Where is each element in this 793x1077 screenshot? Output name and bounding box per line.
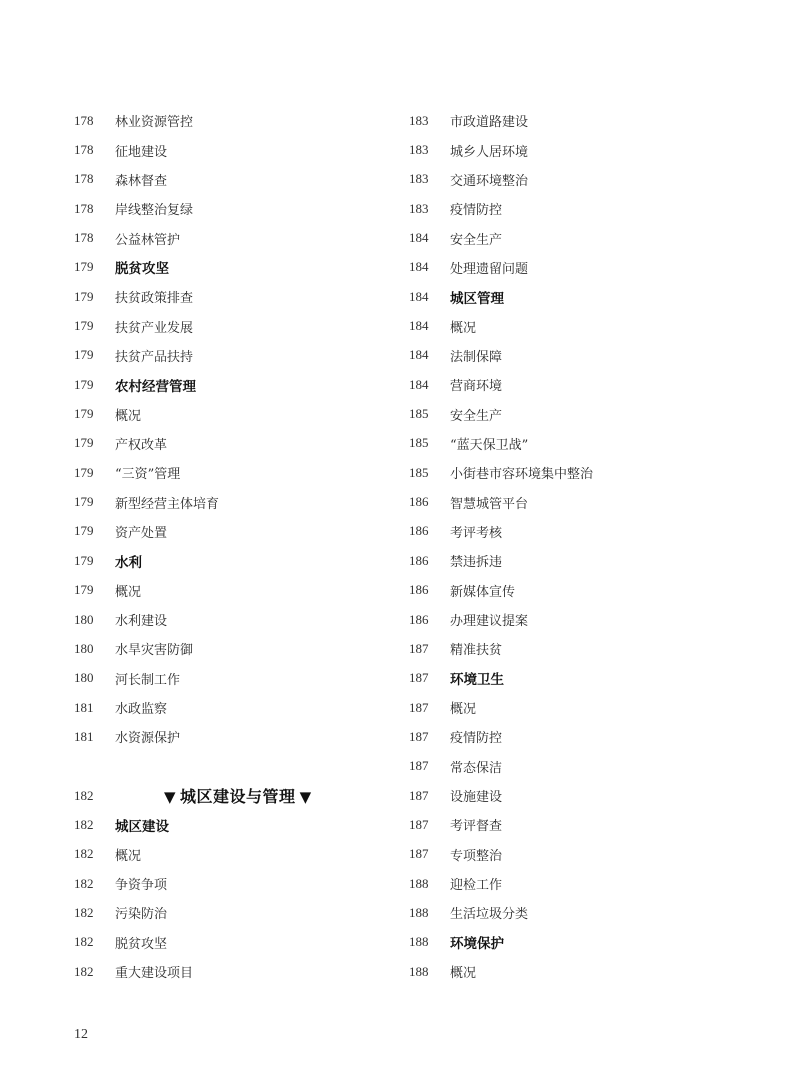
triangle-down-icon: ▼ [164,788,177,807]
toc-entry [74,898,404,927]
toc-category-entry [74,370,404,399]
toc-entry-title: 公益林管护 [115,232,181,248]
toc-entry-title: 环境保护 [450,936,504,953]
toc-entry [409,194,749,223]
toc-entry-title: 产权改革 [115,437,168,453]
toc-entry-title: 处理遗留问题 [450,261,529,277]
toc-entry [409,546,749,575]
toc-entry [74,487,404,516]
toc-entry-title: 概况 [450,702,477,718]
toc-entry-title: 新型经营主体培育 [115,496,220,512]
toc-entry [74,458,404,487]
toc-page-number: 178 [74,112,94,128]
toc-page-number: 186 [409,611,429,627]
toc-page-number: 178 [74,171,94,187]
toc-page-number: 179 [74,494,94,510]
toc-entry [74,282,404,311]
toc-page-number: 186 [409,494,429,510]
toc-page-number: 184 [409,259,429,275]
toc-entry [74,223,404,252]
toc-page-number: 182 [74,816,94,832]
toc-page-number: 178 [74,230,94,246]
toc-entry [74,693,404,722]
toc-entry [409,840,749,869]
toc-page-number: 187 [409,758,429,774]
toc-entry-title: 水政监察 [115,702,168,718]
toc-entry-title: 水利 [115,554,142,571]
toc-page-number: 179 [74,288,94,304]
toc-entry-title: 概况 [115,408,142,424]
toc-page-number: 184 [409,318,429,334]
toc-entry [74,634,404,663]
toc-page-number: 181 [74,699,94,715]
toc-entry-title: 疫情防控 [450,731,503,747]
triangle-down-icon: ▼ [299,788,312,807]
toc-entry-title: 资产处置 [115,525,168,541]
toc-page-number: 184 [409,230,429,246]
toc-entry [409,223,749,252]
toc-entry-title: 考评督查 [450,819,503,835]
toc-entry [74,341,404,370]
toc-entry-title: 专项整治 [450,848,503,864]
toc-entry-title: 常态保洁 [450,760,503,776]
toc-page-number: 183 [409,112,429,128]
toc-entry [409,458,749,487]
toc-entry-title: 生活垃圾分类 [450,907,529,923]
toc-entry [409,898,749,927]
toc-entry-title: 林业资源管控 [115,115,194,131]
toc-entry [74,517,404,546]
toc-entry-title: 征地建设 [115,144,168,160]
toc-entry-title: 重大建设项目 [115,966,194,982]
toc-entry [74,576,404,605]
toc-page-number: 184 [409,288,429,304]
toc-page-number: 186 [409,523,429,539]
toc-entry-title: 水利建设 [115,614,168,630]
toc-page-number: 187 [409,640,429,656]
toc-spacer [74,752,404,781]
toc-page-number: 183 [409,171,429,187]
toc-entry [409,810,749,839]
toc-entry [74,429,404,458]
toc-category-entry [409,928,749,957]
toc-section-heading [74,781,404,810]
toc-page-number: 180 [74,611,94,627]
toc-page-number: 187 [409,728,429,744]
toc-entry [74,928,404,957]
page-number: 12 [74,1027,88,1042]
toc-entry-title: 交通环境整治 [450,173,529,189]
toc-page-number: 187 [409,846,429,862]
toc-section-title-wrap [160,784,316,807]
toc-entry [409,341,749,370]
toc-page-number: 184 [409,376,429,392]
toc-category-entry [74,253,404,282]
toc-entry [74,869,404,898]
toc-page-number: 179 [74,318,94,334]
toc-page-number: 179 [74,552,94,568]
toc-entry [74,399,404,428]
toc-entry-title: 脱贫攻坚 [115,261,169,278]
toc-page-number: 185 [409,464,429,480]
toc-entry-title: 办理建议提案 [450,614,529,630]
toc-page-number: 186 [409,582,429,598]
toc-page-number: 186 [409,552,429,568]
toc-entry [74,664,404,693]
toc-entry [409,165,749,194]
toc-entry-title: 争资争项 [115,878,168,894]
toc-page-number: 184 [409,347,429,363]
toc-page-number: 179 [74,582,94,598]
toc-entry-title: “蓝天保卫战” [450,437,529,453]
toc-entry-title: 概况 [115,848,142,864]
toc-entry-title: 安全生产 [450,232,503,248]
toc-entry-title: 市政道路建设 [450,115,529,131]
toc-entry [74,135,404,164]
toc-page-number: 187 [409,787,429,803]
toc-page-number: 187 [409,670,429,686]
toc-entry [409,576,749,605]
toc-page-number: 183 [409,200,429,216]
toc-entry [409,957,749,986]
toc-entry [409,722,749,751]
toc-left-column [74,106,404,986]
toc-entry [74,194,404,223]
toc-entry-title: 营商环境 [450,379,503,395]
toc-entry-title: 扶贫产业发展 [115,320,194,336]
toc-entry [74,605,404,634]
toc-category-entry [74,546,404,575]
toc-entry-title: 农村经营管理 [115,378,196,395]
toc-page-number: 179 [74,523,94,539]
toc-page-number: 187 [409,699,429,715]
toc-entry [74,957,404,986]
toc-entry [74,165,404,194]
toc-entry-title: 概况 [450,966,477,982]
toc-page-number: 181 [74,728,94,744]
toc-entry-title: 智慧城管平台 [450,496,529,512]
toc-entry [409,370,749,399]
toc-page-number: 179 [74,376,94,392]
toc-section-title: 城区建设与管理 [180,787,296,807]
toc-page-number: 178 [74,200,94,216]
toc-entry [409,106,749,135]
toc-entry [409,869,749,898]
toc-entry [409,781,749,810]
toc-entry-title: 水旱灾害防御 [115,643,194,659]
toc-entry-title: “三资”管理 [115,467,181,483]
toc-page-number: 188 [409,904,429,920]
toc-entry-title: 岸线整治复绿 [115,203,194,219]
toc-entry-title: 考评考核 [450,525,503,541]
toc-page-number: 182 [74,963,94,979]
toc-entry-title: 扶贫政策排查 [115,291,194,307]
toc-entry-title: 森林督查 [115,173,168,189]
toc-page-number: 182 [74,904,94,920]
toc-entry [409,399,749,428]
toc-entry-title: 精准扶贫 [450,643,503,659]
toc-page-number: 179 [74,464,94,480]
toc-entry [409,253,749,282]
toc-entry-title: 设施建设 [450,790,503,806]
toc-entry-title: 河长制工作 [115,672,181,688]
toc-page-number: 183 [409,142,429,158]
toc-page-number: 179 [74,406,94,422]
toc-entry [409,693,749,722]
toc-entry-title: 城区建设 [115,818,169,835]
toc-page-number: 182 [74,934,94,950]
toc-page-number: 185 [409,406,429,422]
toc-category-entry [409,664,749,693]
toc-page-number: 179 [74,347,94,363]
toc-entry [74,311,404,340]
toc-page-number: 179 [74,435,94,451]
toc-entry [74,106,404,135]
toc-page-number: 182 [74,875,94,891]
toc-entry-title: 脱贫攻坚 [115,936,168,952]
toc-entry [409,429,749,458]
toc-entry-title: 新媒体宣传 [450,584,516,600]
toc-entry-title: 小街巷市容环境集中整治 [450,467,594,483]
toc-page-number: 180 [74,670,94,686]
toc-page-number: 188 [409,934,429,950]
toc-page-number: 185 [409,435,429,451]
toc-page-number: 188 [409,963,429,979]
toc-entry [409,752,749,781]
toc-page-number: 180 [74,640,94,656]
toc-entry-title: 污染防治 [115,907,168,923]
toc-entry [409,517,749,546]
toc-entry-title: 水资源保护 [115,731,181,747]
toc-entry-title: 城乡人居环境 [450,144,529,160]
toc-category-entry [74,810,404,839]
toc-entry-title: 环境卫生 [450,672,504,689]
toc-entry [74,840,404,869]
toc-entry-title: 迎检工作 [450,878,503,894]
toc-page-number: 187 [409,816,429,832]
toc-entry [409,605,749,634]
toc-page-number: 182 [74,787,94,803]
toc-entry-title: 扶贫产品扶持 [115,349,194,365]
toc-entry-title: 城区管理 [450,290,504,307]
toc-page-number: 188 [409,875,429,891]
toc-page-number: 182 [74,846,94,862]
toc-entry [409,487,749,516]
toc-right-column [409,106,749,986]
toc-entry-title: 概况 [450,320,477,336]
toc-entry-title: 禁违拆违 [450,555,503,571]
toc-entry [74,722,404,751]
toc-category-entry [409,282,749,311]
toc-entry-title: 法制保障 [450,349,503,365]
toc-entry-title: 疫情防控 [450,203,503,219]
toc-entry [409,135,749,164]
toc-entry [409,311,749,340]
toc-entry-title: 安全生产 [450,408,503,424]
toc-page-number: 179 [74,259,94,275]
toc-page-number: 178 [74,142,94,158]
toc-entry-title: 概况 [115,584,142,600]
toc-entry [409,634,749,663]
